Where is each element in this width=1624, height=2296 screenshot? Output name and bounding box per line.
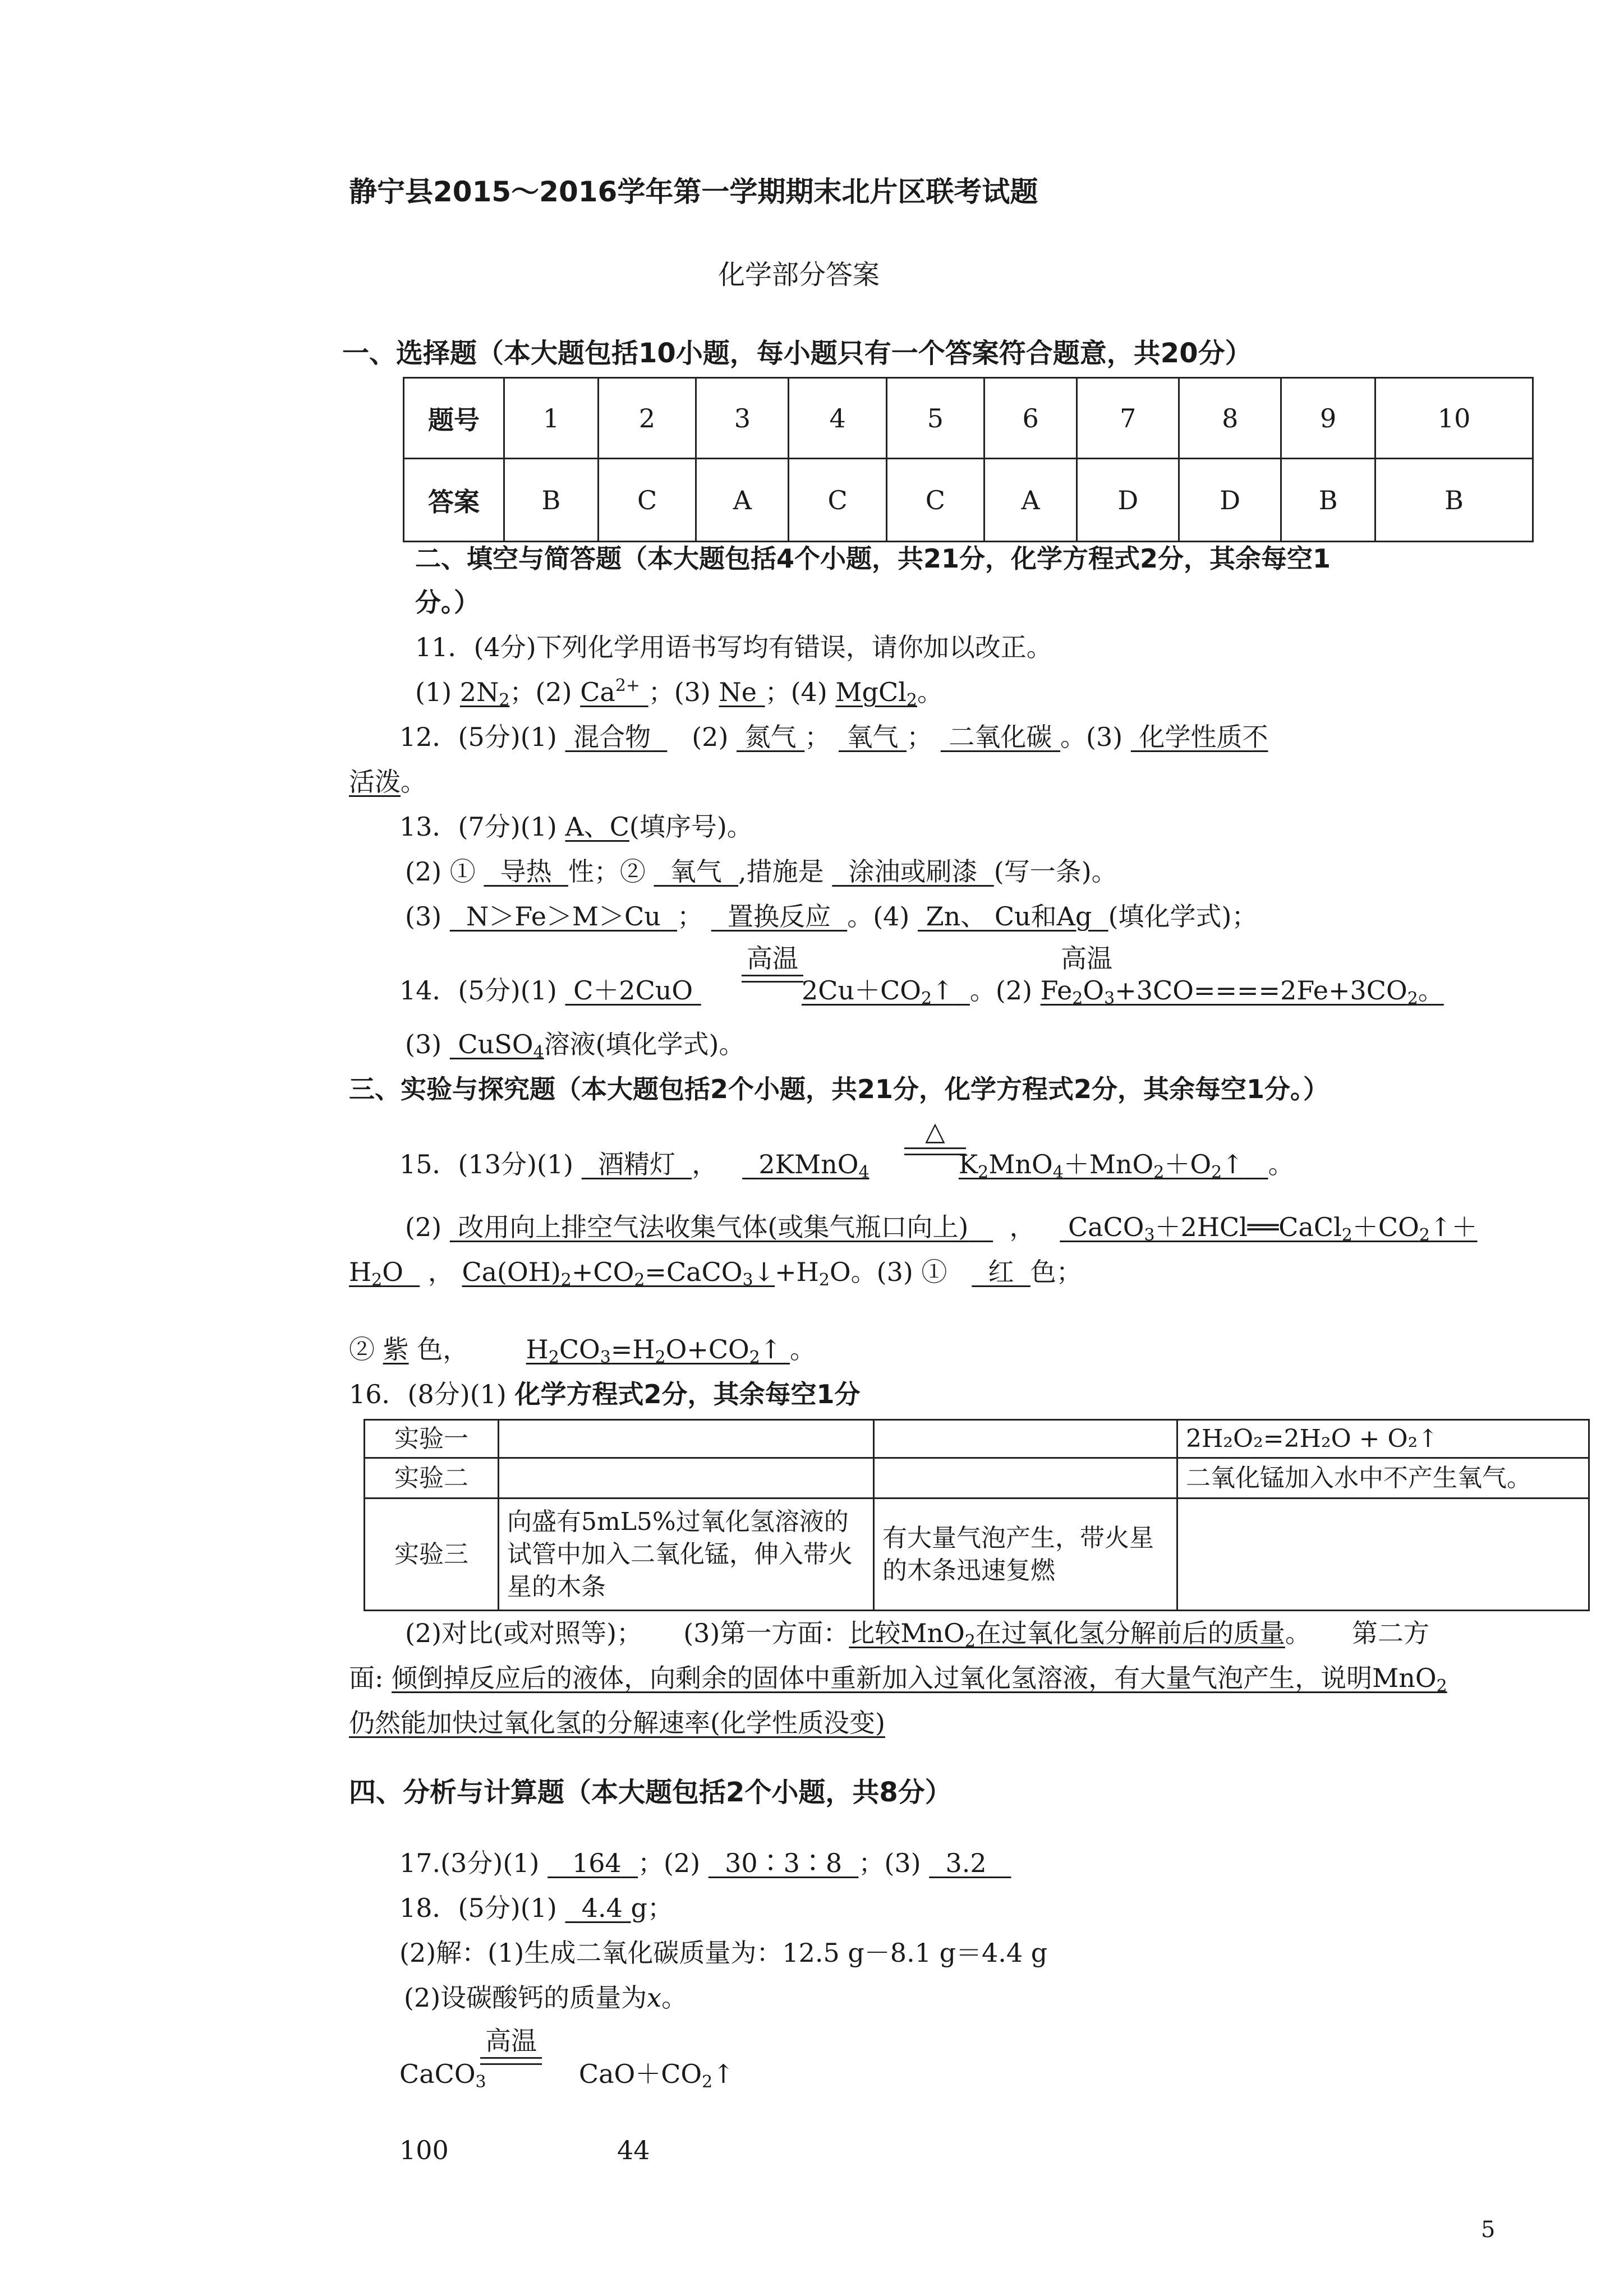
q14-line2: (3) CuSO$_4$溶液(填化学式)。: [405, 1029, 745, 1062]
q12-line1: 12．(5分)(1) 混合物 (2) 氮气 ； 氧气 ； 二氧化碳 。(3) 化学性质不: [399, 722, 1268, 752]
table-row: [365, 1458, 1589, 1499]
section1-heading: 一、选择题（本大题包括10小题，每小题只有一个答案符合题意，共20分）: [342, 338, 1252, 369]
q18-equation: CaCO$_3$ $CaO+CO_2↑$: [399, 2059, 734, 2092]
experiment-table: [364, 1419, 1590, 1611]
row-header-number: 题号: [404, 378, 504, 459]
question-number: 1: [504, 378, 599, 459]
q14-reaction-condition-2: 高温: [1061, 943, 1112, 974]
q13-line3: (3) N＞Fe＞M＞Cu ； 置换反应 。(4) Zn、 Cu和Ag (填化学式)；: [405, 901, 1258, 932]
q14-reaction-condition-1: 高温: [742, 944, 803, 983]
q15-line3: $H_2O$ ， $Ca(OH)_2+CO_2=CaCO_3↓+H_2O$。(3) ① 红 色；: [349, 1257, 1082, 1290]
question-number: 8: [1179, 378, 1281, 459]
question-number: 6: [984, 378, 1077, 459]
experiment-label: 实验三: [365, 1499, 499, 1611]
q12-line2: 活泼。: [349, 767, 426, 797]
answer-cell: B: [1281, 459, 1375, 542]
page-number: 5: [1481, 2217, 1496, 2243]
q15-line4: ② 紫 色， $H_2CO_3=H_2O+CO_2↑$ 。: [349, 1334, 816, 1367]
experiment-cell: 向盛有5mL5%过氧化氢溶液的试管中加入二氧化锰，伸入带火星的木条: [499, 1499, 874, 1611]
q11-answers: (1) $2N_2$；(2) $Ca^{2+}$ ；(3) Ne ；(4) MgCl$_2$。: [415, 676, 943, 710]
section4-heading: 四、分析与计算题（本大题包括2个小题，共8分）: [349, 1777, 952, 1808]
q16-line2: (2)对比(或对照等)； (3)第一方面：比较MnO$_2$在过氧化氢分解前后的质量。 第二方: [405, 1618, 1430, 1651]
q15-line2: (2) 改用向上排空气法收集气体(或集气瓶口向上) ， $CaCO_3+2HCl══CaCl_2+CO_2↑+$: [405, 1212, 1478, 1245]
table-row: [404, 378, 1533, 459]
q15-reaction-condition: △: [904, 1117, 966, 1155]
answer-cell: C: [789, 459, 886, 542]
section2-heading-cont: 分。）: [415, 587, 480, 617]
q18-line3: (2)设碳酸钙的质量为x。: [404, 1983, 688, 2013]
q16-intro: 16．(8分)(1) 化学方程式2分，其余每空1分: [349, 1379, 861, 1409]
question-number: 9: [1281, 378, 1375, 459]
q16-line3: 面: 倾倒掉反应后的液体，向剩余的固体中重新加入过氧化氢溶液，有大量气泡产生，说明MnO$_2$: [349, 1663, 1447, 1696]
question-number: 2: [598, 378, 696, 459]
section2-heading: 二、填空与简答题（本大题包括4个小题，共21分，化学方程式2分，其余每空1: [415, 543, 1331, 574]
q16-line4: 仍然能加快过氧化氢的分解速率(化学性质没变): [349, 1708, 885, 1738]
answer-cell: D: [1179, 459, 1281, 542]
experiment-cell: [874, 1420, 1177, 1458]
question-number: 3: [696, 378, 789, 459]
table-row: [365, 1499, 1589, 1611]
q14-line1: 14．(5分)(1) C＋2CuO $2Cu+CO_2↑$ 。(2) $Fe_2O_3+3CO====2Fe+3CO_2$。: [399, 975, 1444, 1008]
row-header-answer: 答案: [404, 459, 504, 542]
experiment-cell: 有大量气泡产生，带火星的木条迅速复燃: [874, 1499, 1177, 1611]
experiment-label: 实验二: [365, 1458, 499, 1499]
q13-line2: (2) ① 导热 性；② 氧气 ,措施是 涂油或刷漆 (写一条)。: [405, 856, 1117, 887]
experiment-cell: [1177, 1499, 1589, 1611]
page-title: 静宁县2015～2016学年第一学期期末北片区联考试题: [349, 176, 1038, 208]
table-row: [365, 1420, 1589, 1458]
section3-heading: 三、实验与探究题（本大题包括2个小题，共21分，化学方程式2分，其余每空1分。）: [349, 1074, 1329, 1104]
q18-molar-mass-caco3: 100: [399, 2135, 449, 2165]
question-number: 10: [1375, 378, 1533, 459]
q13-line1: 13．(7分)(1) A、C(填序号)。: [399, 812, 753, 842]
answer-cell: C: [886, 459, 984, 542]
q11-intro: 11．(4分)下列化学用语书写均有错误，请你加以改正。: [415, 632, 1052, 662]
answer-cell: D: [1077, 459, 1179, 542]
q17-line: 17.(3分)(1) 164 ；(2) 30∶3∶8 ；(3) 3.2: [399, 1848, 987, 1878]
q18-line1: 18．(5分)(1) 4.4 g；: [399, 1893, 673, 1923]
question-number: 5: [886, 378, 984, 459]
q18-reaction-condition: 高温: [480, 2027, 542, 2065]
experiment-cell: 2H₂O₂=2H₂O + O₂↑: [1177, 1420, 1589, 1458]
experiment-cell: [499, 1458, 874, 1499]
experiment-cell: [499, 1420, 874, 1458]
question-number: 7: [1077, 378, 1179, 459]
table-row: [404, 459, 1533, 542]
answer-cell: A: [984, 459, 1077, 542]
q15-line1: 15．(13分)(1) 酒精灯 ， 2KMnO$_4$ $K_2MnO_4+MnO_2+O_2↑$ 。: [399, 1149, 1294, 1182]
answer-cell: A: [696, 459, 789, 542]
answer-cell: B: [504, 459, 599, 542]
choice-answer-table: [403, 377, 1534, 542]
experiment-cell: [874, 1458, 1177, 1499]
question-number: 4: [789, 378, 886, 459]
q18-line2: (2)解：(1)生成二氧化碳质量为：12.5 g－8.1 g＝4.4 g: [399, 1938, 1048, 1968]
experiment-label: 实验一: [365, 1420, 499, 1458]
q18-molar-mass-co2: 44: [617, 2135, 650, 2165]
experiment-cell: 二氧化锰加入水中不产生氧气。: [1177, 1458, 1589, 1499]
answer-cell: B: [1375, 459, 1533, 542]
answer-cell: C: [598, 459, 696, 542]
page-subtitle: 化学部分答案: [718, 259, 880, 291]
